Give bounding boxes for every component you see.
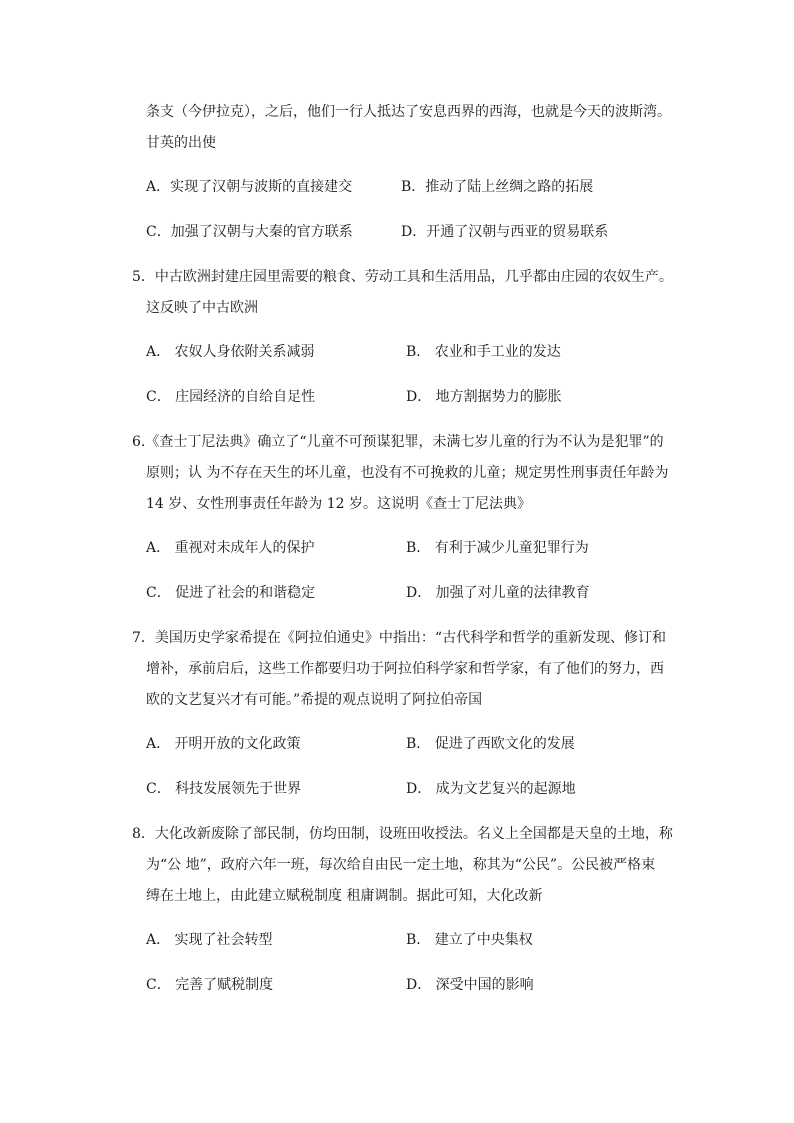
q5-option-a[interactable]: A． 农奴人身依附关系减弱 — [146, 344, 315, 360]
q7-stem-line-2: 增补，承前启后，这些工作都要归功于阿拉伯科学家和哲学家，有了他们的努力，西 — [146, 661, 664, 677]
q7-stem-line-1: 7．美国历史学家希提在《阿拉伯通史》中指出：“古代科学和哲学的重新发现、修订和 — [132, 630, 667, 646]
q8-stem-line-1: 8．大化改新废除了部民制，仿均田制，设班田收授法。名义上全国都是天皇的土地，称 — [132, 826, 673, 842]
q8-stem-line-2: 为“公 地”，政府六年一班，每次给自由民一定土地，称其为“公民”。公民被严格束 — [146, 857, 656, 873]
q6-stem-line-2: 原则；认 为不存在天生的坏儿童，也没有不可挽救的儿童；规定男性刑事责任年龄为 — [146, 465, 669, 481]
q7-option-b[interactable]: B． 促进了西欧文化的发展 — [406, 736, 575, 752]
q5-stem-line-1: 5．中古欧洲封建庄园里需要的粮食、劳动工具和生活用品，几乎都由庄园的农奴生产。 — [132, 269, 673, 285]
q7-option-a[interactable]: A． 开明开放的文化政策 — [146, 736, 301, 752]
q6-stem-line-3: 14 岁、女性刑事责任年龄为 12 岁。这说明《查士丁尼法典》 — [146, 496, 531, 512]
q6-option-c[interactable]: C． 促进了社会的和谐稳定 — [146, 585, 316, 601]
q8-option-c[interactable]: C． 完善了赋税制度 — [146, 977, 274, 993]
q8-stem-line-3: 缚在土地上，由此建立赋税制度 租庸调制。据此可知，大化改新 — [146, 888, 543, 904]
q8-option-b[interactable]: B． 建立了中央集权 — [406, 932, 533, 948]
q4-stem-line-2: 甘英的出使 — [146, 135, 216, 151]
q6-stem-line-1: 6.《查士丁尼法典》确立了“儿童不可预谋犯罪，未满七岁儿童的行为不认为是犯罪”的 — [132, 434, 664, 450]
q7-option-d[interactable]: D． 成为文艺复兴的起源地 — [406, 781, 576, 797]
q6-option-b[interactable]: B． 有利于减少儿童犯罪行为 — [406, 540, 589, 556]
q8-option-a[interactable]: A． 实现了社会转型 — [146, 932, 273, 948]
q5-option-d[interactable]: D． 地方割据势力的膨胀 — [406, 389, 562, 405]
q5-stem-line-2: 这反映了中古欧洲 — [146, 300, 258, 316]
q8-option-d[interactable]: D． 深受中国的影响 — [406, 977, 534, 993]
q5-option-c[interactable]: C． 庄园经济的自给自足性 — [146, 389, 316, 405]
q7-option-c[interactable]: C． 科技发展领先于世界 — [146, 781, 302, 797]
q4-stem-line-1: 条支（今伊拉克），之后，他们一行人抵达了安息西界的西海，也就是今天的波斯湾。 — [146, 104, 671, 120]
q4-option-b[interactable]: B．推动了陆上丝绸之路的拓展 — [401, 179, 594, 195]
q6-option-a[interactable]: A． 重视对未成年人的保护 — [146, 540, 315, 556]
q5-option-b[interactable]: B． 农业和手工业的发达 — [406, 344, 561, 360]
q6-option-d[interactable]: D． 加强了对儿童的法律教育 — [406, 585, 590, 601]
q4-option-c[interactable]: C．加强了汉朝与大秦的官方联系 — [146, 224, 353, 240]
q7-stem-line-3: 欧的文艺复兴才有可能。”希提的观点说明了阿拉伯帝国 — [146, 692, 483, 708]
q4-option-a[interactable]: A．实现了汉朝与波斯的直接建交 — [146, 179, 353, 195]
q4-option-d[interactable]: D．开通了汉朝与西亚的贸易联系 — [401, 224, 609, 240]
